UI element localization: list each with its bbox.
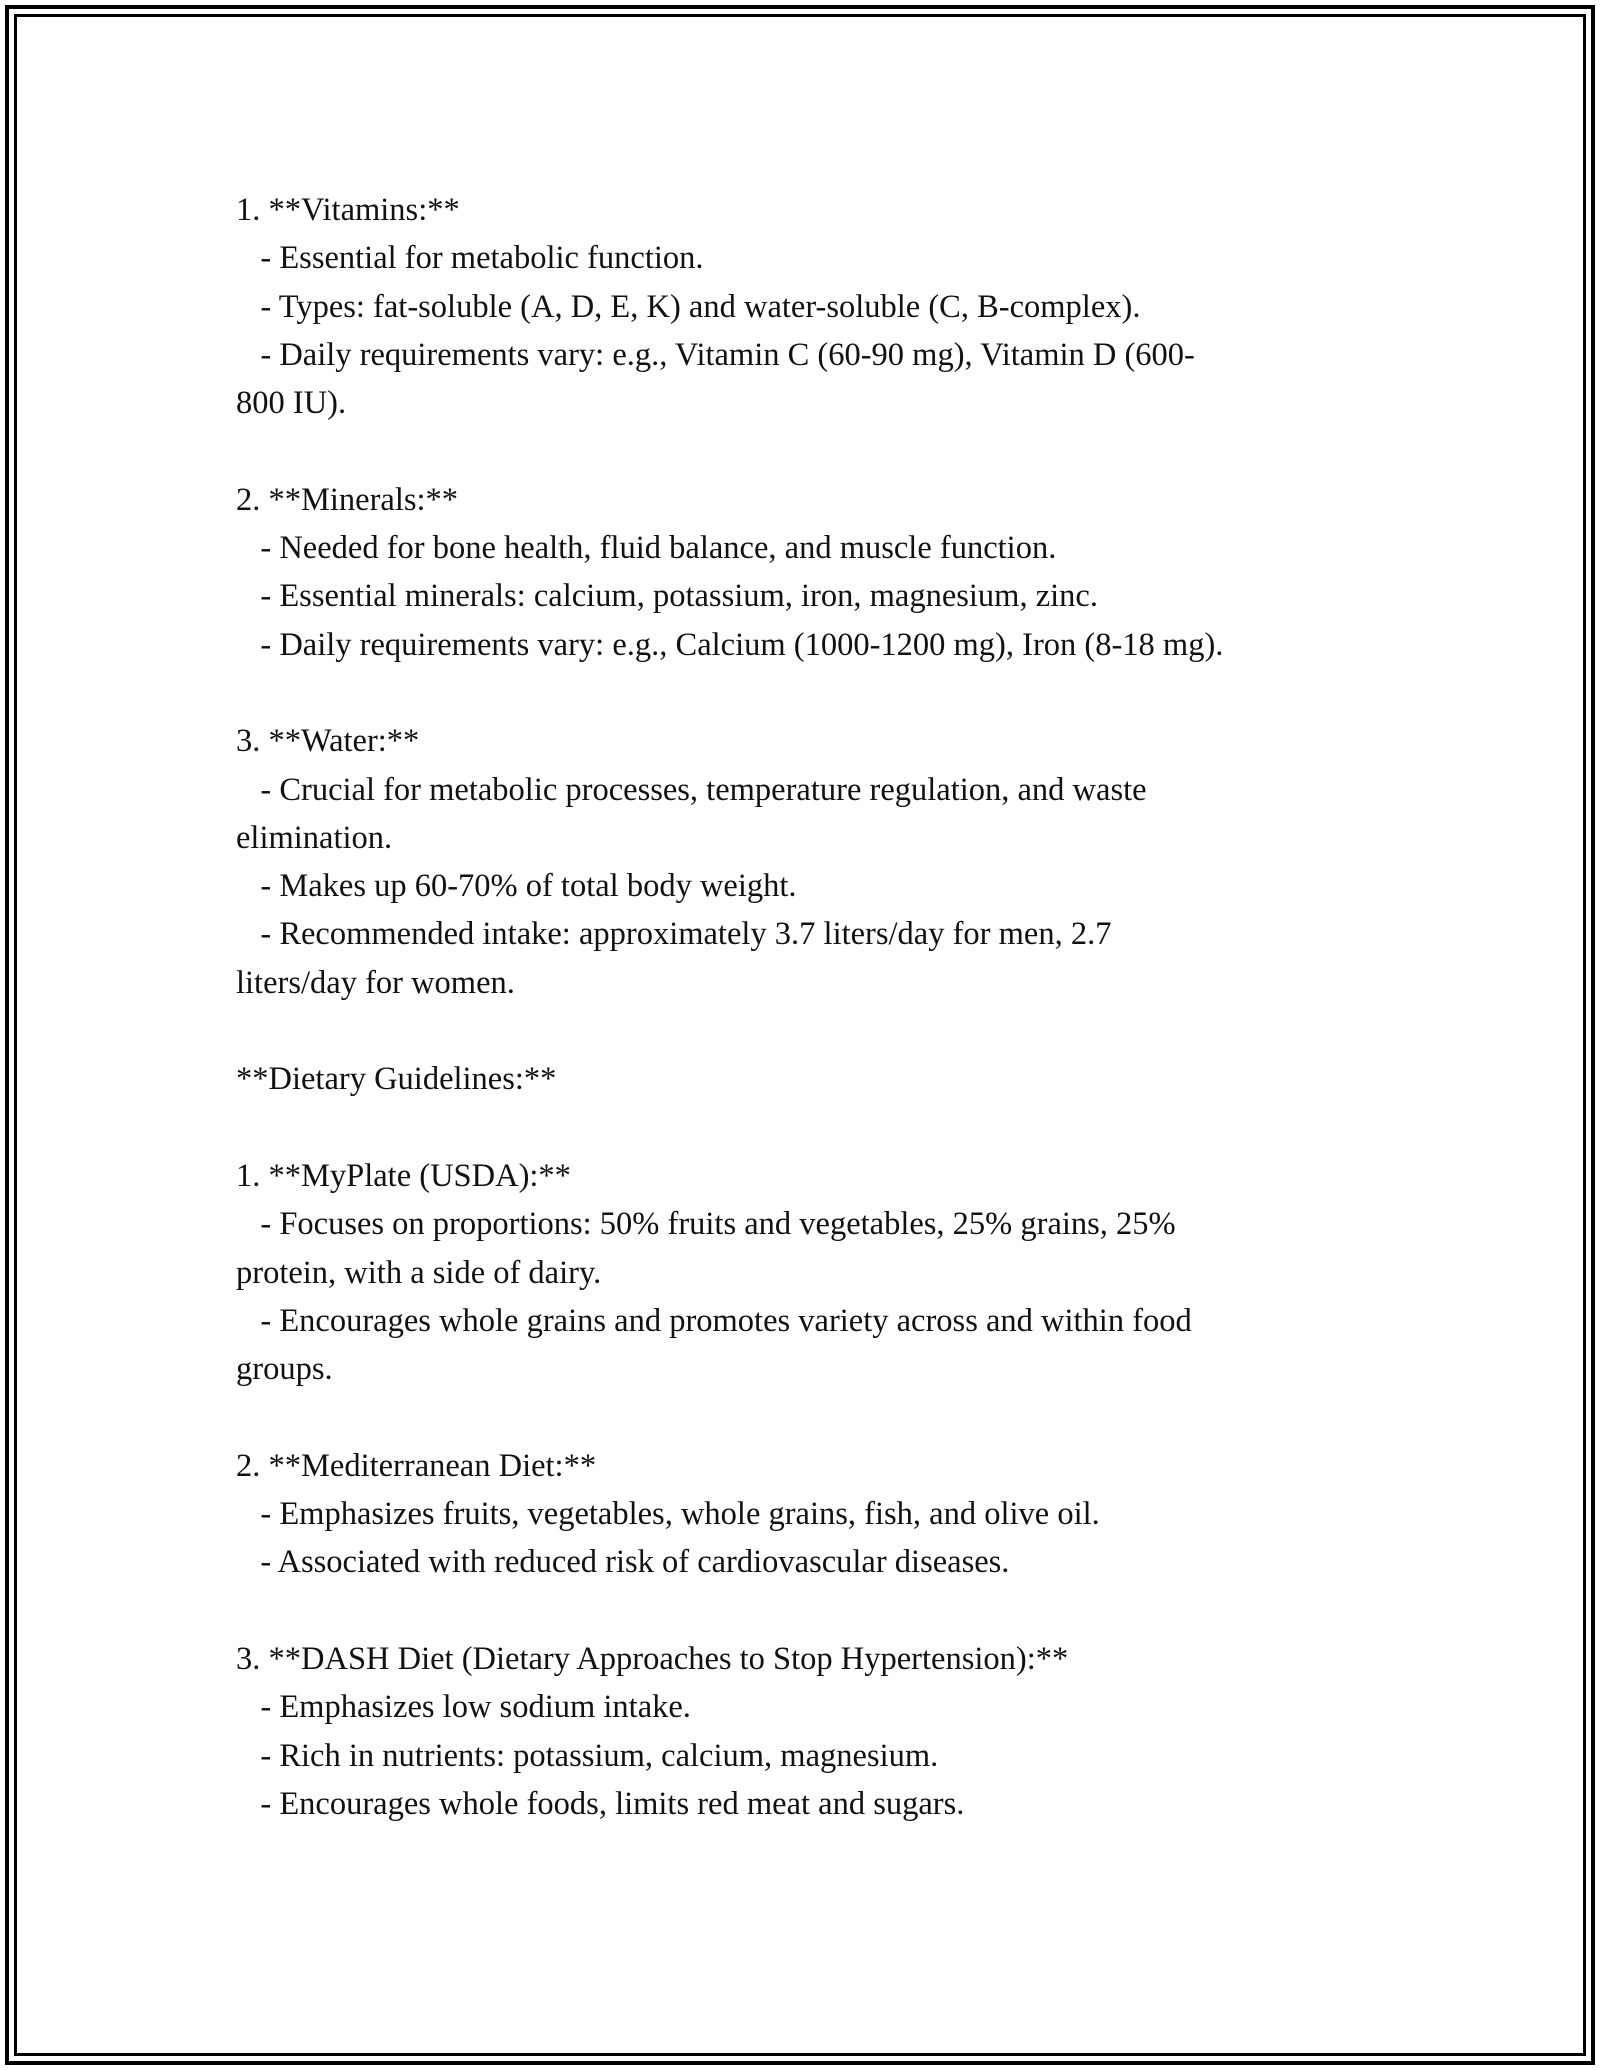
document-body [236,186,1366,1828]
blank-line [236,669,1366,717]
section-heading-mediterranean: 2. **Mediterranean Diet:** [236,1447,597,1484]
section-heading-vitamins: 1. **Vitamins:** [236,192,460,228]
section-heading-dash: 3. **DASH Diet (Dietary Approaches to Stop Hypertension):** [236,1640,1069,1677]
text-line: 800 IU). [236,385,347,422]
text-line: - Essential minerals: calcium, potassium, iron, magnesium, zinc. [236,578,1098,615]
text-line: - Essential for metabolic function. [236,240,704,277]
text-line: elimination. [236,819,393,856]
section-heading-water: 3. **Water:** [236,723,420,760]
section-heading-myplate: 1. **MyPlate (USDA):** [236,1157,571,1194]
text-line: protein, with a side of dairy. [236,1254,602,1291]
text-line: - Types: fat-soluble (A, D, E, K) and water-soluble (C, B-complex). [236,288,1141,325]
text-line: - Emphasizes low sodium intake. [236,1689,691,1726]
text-line: - Makes up 60-70% of total body weight. [236,868,797,905]
blank-line [236,1007,1366,1055]
text-line: - Daily requirements vary: e.g., Vitamin C (60-90 mg), Vitamin D (600- [236,336,1195,373]
blank-line [236,1587,1366,1635]
text-line: groups. [236,1351,333,1388]
blank-line [236,1104,1366,1152]
text-line: - Focuses on proportions: 50% fruits and vegetables, 25% grains, 25% [236,1206,1176,1243]
blank-line [236,1393,1366,1441]
text-line: - Crucial for metabolic processes, temperature regulation, and waste [236,771,1147,808]
text-line: - Recommended intake: approximately 3.7 liters/day for men, 2.7 [236,916,1112,953]
text-line: - Encourages whole grains and promotes variety across and within food [236,1302,1192,1339]
text-line: - Rich in nutrients: potassium, calcium, magnesium. [236,1737,939,1774]
section-heading-dietary-guidelines: **Dietary Guidelines:** [236,1061,557,1098]
section-heading-minerals: 2. **Minerals:** [236,481,459,518]
text-line: liters/day for women. [236,964,515,1001]
blank-line [236,427,1366,475]
text-line: - Needed for bone health, fluid balance, and muscle function. [236,530,1057,567]
text-line: - Daily requirements vary: e.g., Calcium (1000-1200 mg), Iron (8-18 mg). [236,626,1224,663]
text-line: - Emphasizes fruits, vegetables, whole grains, fish, and olive oil. [236,1496,1100,1533]
text-line: - Associated with reduced risk of cardiovascular diseases. [236,1544,1010,1581]
text-line: - Encourages whole foods, limits red meat and sugars. [236,1785,965,1822]
